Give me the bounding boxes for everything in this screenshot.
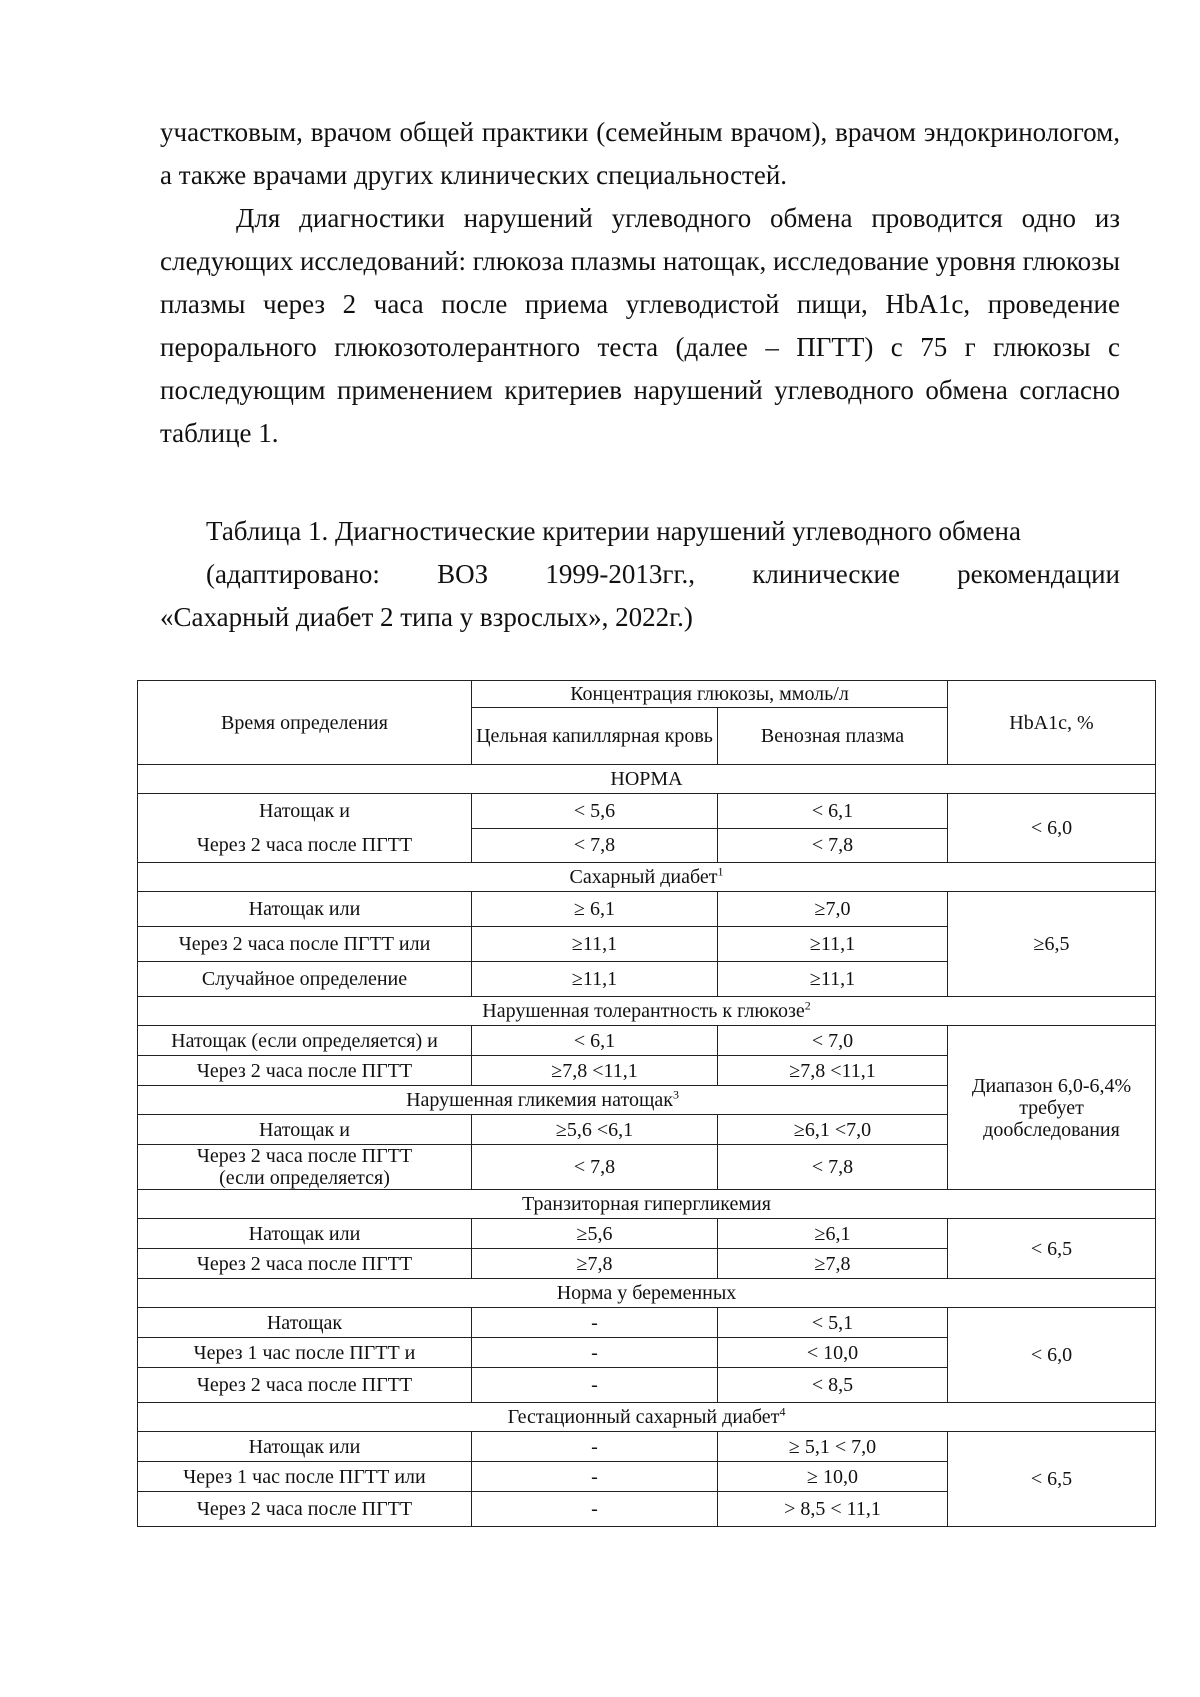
table-caption bbox=[160, 510, 1120, 639]
intro-paragraph-2: Для диагностики нарушений углеводного обмена проводится одно из следующих исследований: глюкоза плазмы натощак, исследование уровня глюкозы плазмы через 2 часа после приема углеводистой пищи, HbA1c, проведение перорального глюкозотолерантного теста (далее – ПГТТ) с 75 г глюкозы с последующим применением критериев нарушений углеводного обмена согласно таблице 1. bbox=[160, 203, 1120, 448]
venous-cell: < 8,5 bbox=[718, 1368, 948, 1403]
capillary-cell: - bbox=[472, 1432, 718, 1462]
capillary-cell: - bbox=[472, 1308, 718, 1338]
criteria-table bbox=[137, 680, 1156, 1527]
caption-line-1: Таблица 1. Диагностические критерии нарушений углеводного обмена bbox=[206, 516, 1021, 546]
row-label: Случайное определение bbox=[138, 962, 472, 997]
footnote-mark: 3 bbox=[672, 1087, 679, 1102]
section-row bbox=[138, 1403, 1156, 1432]
row-label bbox=[138, 794, 472, 863]
capillary-cell: - bbox=[472, 1368, 718, 1403]
capillary-cell: ≥7,8 <11,1 bbox=[472, 1056, 718, 1086]
venous-cell: < 10,0 bbox=[718, 1338, 948, 1368]
row-label: Через 2 часа после ПГТТ bbox=[138, 1492, 472, 1527]
hba1c-cell: Диапазон 6,0-6,4% требует дообследования bbox=[948, 1026, 1156, 1190]
row-label: Натощак или bbox=[138, 892, 472, 927]
venous-cell: ≥7,8 <11,1 bbox=[718, 1056, 948, 1086]
venous-cell: ≥7,0 bbox=[718, 892, 948, 927]
section-title-diabetes bbox=[138, 863, 1156, 892]
capillary-cell: - bbox=[472, 1338, 718, 1368]
venous-cell: ≥11,1 bbox=[718, 927, 948, 962]
section-title-text: Нарушенная гликемия натощак bbox=[406, 1089, 673, 1111]
label-line: Через 2 часа после ПГТТ bbox=[196, 834, 413, 856]
hba1c-cell: < 6,0 bbox=[948, 794, 1156, 863]
section-row bbox=[138, 863, 1156, 892]
section-title-norm: НОРМА bbox=[138, 765, 1156, 794]
label-line: Через 2 часа после ПГТТ bbox=[196, 1145, 413, 1167]
hba1c-cell: ≥6,5 bbox=[948, 892, 1156, 997]
capillary-cell: ≥7,8 bbox=[472, 1249, 718, 1279]
caption-line-3: «Сахарный диабет 2 типа у взрослых», 2022г.) bbox=[160, 602, 693, 632]
label-line: (если определяется) bbox=[219, 1167, 390, 1189]
section-title-text: Гестационный сахарный диабет bbox=[507, 1406, 780, 1428]
header-capillary: Цельная капиллярная кровь bbox=[472, 708, 718, 765]
venous-cell: ≥6,1 bbox=[718, 1219, 948, 1249]
venous-cell: ≥ 5,1 < 7,0 bbox=[718, 1432, 948, 1462]
label-line: Натощак и bbox=[259, 800, 350, 822]
intro-paragraph-1: участковым, врачом общей практики (семейным врачом), врачом эндокринологом, а также врачами других клинических специальностей. bbox=[160, 117, 1120, 190]
venous-cell: ≥ 10,0 bbox=[718, 1462, 948, 1492]
table-row bbox=[138, 1219, 1156, 1249]
row-label: Через 1 час после ПГТТ и bbox=[138, 1338, 472, 1368]
venous-cell: < 7,0 bbox=[718, 1026, 948, 1056]
capillary-cell: ≥11,1 bbox=[472, 927, 718, 962]
section-title-gestational bbox=[138, 1403, 1156, 1432]
section-title-text: Нарушенная толерантность к глюкозе bbox=[482, 1000, 805, 1022]
caption-line-2: (адаптировано: ВОЗ 1999-2013гг., клинические рекомендации bbox=[206, 559, 1120, 589]
venous-cell: ≥11,1 bbox=[718, 962, 948, 997]
hba1c-cell: < 6,5 bbox=[948, 1432, 1156, 1527]
section-row bbox=[138, 765, 1156, 794]
venous-cell: < 6,1 bbox=[718, 794, 948, 829]
section-title-pregnancy-norm: Норма у беременных bbox=[138, 1279, 1156, 1308]
section-row bbox=[138, 997, 1156, 1026]
row-label: Через 2 часа после ПГТТ bbox=[138, 1368, 472, 1403]
section-title-igt bbox=[138, 997, 1156, 1026]
footnote-mark: 4 bbox=[779, 1404, 786, 1419]
header-concentration: Концентрация глюкозы, ммоль/л bbox=[472, 681, 948, 708]
header-time: Время определения bbox=[138, 681, 472, 765]
capillary-cell: - bbox=[472, 1492, 718, 1527]
row-label: Натощак или bbox=[138, 1219, 472, 1249]
row-label: Через 2 часа после ПГТТ bbox=[138, 1056, 472, 1086]
row-label: Через 2 часа после ПГТТ bbox=[138, 1249, 472, 1279]
row-label: Натощак и bbox=[138, 1115, 472, 1145]
capillary-cell: ≥5,6 bbox=[472, 1219, 718, 1249]
row-label: Натощак (если определяется) и bbox=[138, 1026, 472, 1056]
row-label: Натощак или bbox=[138, 1432, 472, 1462]
venous-cell: ≥7,8 bbox=[718, 1249, 948, 1279]
footnote-mark: 2 bbox=[804, 998, 811, 1013]
capillary-cell: ≥5,6 <6,1 bbox=[472, 1115, 718, 1145]
section-title-transient: Транзиторная гипергликемия bbox=[138, 1190, 1156, 1219]
capillary-cell: ≥ 6,1 bbox=[472, 892, 718, 927]
capillary-cell: - bbox=[472, 1462, 718, 1492]
capillary-cell: < 5,6 bbox=[472, 794, 718, 829]
header-venous: Венозная плазма bbox=[718, 708, 948, 765]
footnote-mark: 1 bbox=[717, 864, 724, 879]
section-row bbox=[138, 1279, 1156, 1308]
hba1c-cell: < 6,0 bbox=[948, 1308, 1156, 1403]
capillary-cell: ≥11,1 bbox=[472, 962, 718, 997]
table-row bbox=[138, 892, 1156, 927]
row-label: Натощак bbox=[138, 1308, 472, 1338]
section-title-ifg bbox=[138, 1086, 948, 1115]
table-row bbox=[138, 794, 1156, 829]
table-row bbox=[138, 1308, 1156, 1338]
capillary-cell: < 7,8 bbox=[472, 1145, 718, 1190]
venous-cell: ≥6,1 <7,0 bbox=[718, 1115, 948, 1145]
table-row bbox=[138, 1026, 1156, 1056]
table-row bbox=[138, 1432, 1156, 1462]
row-label bbox=[138, 1145, 472, 1190]
capillary-cell: < 6,1 bbox=[472, 1026, 718, 1056]
venous-cell: < 7,8 bbox=[718, 828, 948, 863]
header-row bbox=[138, 681, 1156, 708]
section-row bbox=[138, 1190, 1156, 1219]
hba1c-cell: < 6,5 bbox=[948, 1219, 1156, 1279]
venous-cell: > 8,5 < 11,1 bbox=[718, 1492, 948, 1527]
venous-cell: < 7,8 bbox=[718, 1145, 948, 1190]
row-label: Через 2 часа после ПГТТ или bbox=[138, 927, 472, 962]
row-label: Через 1 час после ПГТТ или bbox=[138, 1462, 472, 1492]
capillary-cell: < 7,8 bbox=[472, 828, 718, 863]
section-title-text: Сахарный диабет bbox=[569, 866, 718, 888]
header-hba1c: HbA1c, % bbox=[948, 681, 1156, 765]
venous-cell: < 5,1 bbox=[718, 1308, 948, 1338]
